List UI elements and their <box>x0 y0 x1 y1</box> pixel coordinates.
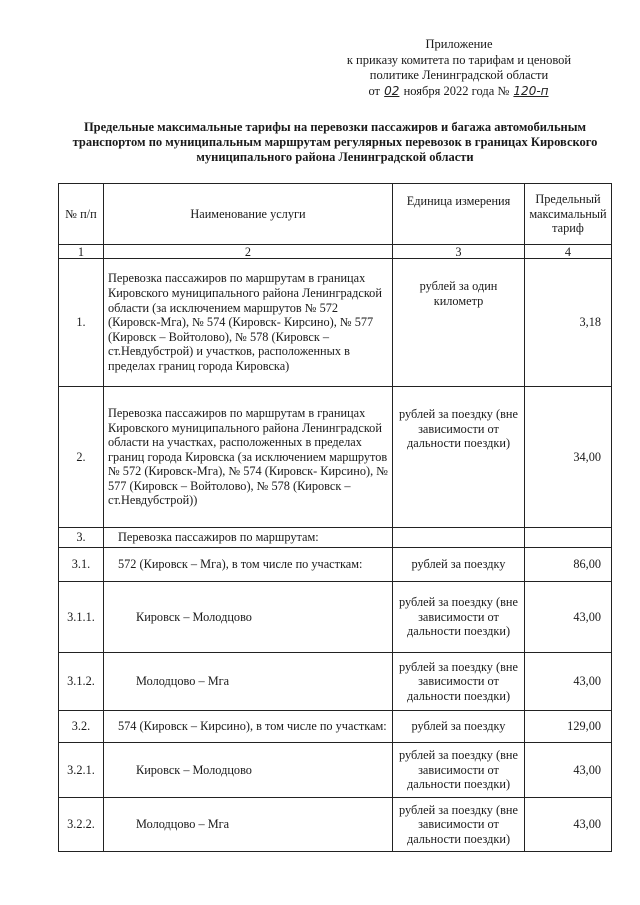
row-num: 3.2. <box>59 711 104 743</box>
row-service-name-text: Молодцово – Мга <box>136 674 230 689</box>
row-unit: рублей за поездку (вне зависимости от дальности поездки) <box>393 582 525 653</box>
row-unit: рублей за один километр <box>393 259 525 387</box>
table-row <box>59 582 612 653</box>
row-tariff-value: 3,18 <box>525 259 612 387</box>
row-unit <box>393 528 525 548</box>
row-num: 1. <box>59 259 104 387</box>
row-service-name <box>104 743 393 798</box>
row-service-name: Перевозка пассажиров по маршрутам в границах Кировского муниципального района Ленинградской области на участках, расположенных в пределах границ города Кировска (за исключением маршрутов № 572 (Кировск-Мга), № 574 (Кировск- Кирсино), № 577 (Кировск – Войтолово), № 578 (Кировск – ст.Невдубстрой)) <box>104 387 393 528</box>
row-unit: рублей за поездку (вне зависимости от дальности поездки) <box>393 387 525 528</box>
row-unit: рублей за поездку <box>393 548 525 582</box>
row-tariff-value: 43,00 <box>525 798 612 852</box>
row-unit: рублей за поездку (вне зависимости от дальности поездки) <box>393 653 525 711</box>
date-suffix: ноября 2022 года № <box>403 83 510 98</box>
row-service-name-text: Перевозка пассажиров по маршрутам: <box>118 530 319 545</box>
row-num: 3.2.1. <box>59 743 104 798</box>
row-num: 3.2.2. <box>59 798 104 852</box>
col-number: 4 <box>525 245 612 259</box>
row-num: 2. <box>59 387 104 528</box>
header-name: Наименование услуги <box>104 184 393 245</box>
appendix-label: Приложение <box>425 37 493 51</box>
header-tariff: Предельный максимальный тариф <box>525 184 612 245</box>
row-num: 3.1. <box>59 548 104 582</box>
table-row <box>59 548 612 582</box>
row-num: 3. <box>59 528 104 548</box>
row-tariff-value: 43,00 <box>525 582 612 653</box>
row-service-name <box>104 528 393 548</box>
table-row <box>59 387 612 528</box>
table-row <box>59 743 612 798</box>
date-prefix: от <box>368 83 381 98</box>
row-tariff-value: 43,00 <box>525 653 612 711</box>
appendix-header <box>330 37 588 99</box>
order-number-handwritten: 120-п <box>513 83 549 98</box>
row-service-name-text: Молодцово – Мга <box>136 817 230 832</box>
table-row <box>59 711 612 743</box>
row-service-name <box>104 711 393 743</box>
appendix-date-line <box>330 84 588 100</box>
header-unit: Единица измерения <box>393 184 525 245</box>
table-header-row <box>59 184 612 245</box>
appendix-order-ref: к приказу комитета по тарифам и ценовой <box>346 52 572 67</box>
col-number: 1 <box>59 245 104 259</box>
date-day-handwritten: 02 <box>384 83 400 98</box>
document-title: Предельные максимальные тарифы на перевозки пассажиров и багажа автомобильным транспортом по муниципальным маршрутам регулярных перевозок в границах Кировского муниципального района Ленинградской области <box>72 120 598 164</box>
row-service-name <box>104 653 393 711</box>
row-unit: рублей за поездку <box>393 711 525 743</box>
row-tariff-value: 86,00 <box>525 548 612 582</box>
col-number: 2 <box>104 245 393 259</box>
col-number: 3 <box>393 245 525 259</box>
appendix-committee: политике Ленинградской области <box>369 68 549 82</box>
row-service-name <box>104 582 393 653</box>
table-row <box>59 528 612 548</box>
row-service-name: Перевозка пассажиров по маршрутам в границах Кировского муниципального района Ленинградской области (за исключением маршрутов № 572 (Кировск-Мга), № 574 (Кировск- Кирсино), № 577 (Кировск – Войтолово), № 578 (Кировск – ст.Невдубстрой) и участков, расположенных в пределах границ города Кировска) <box>104 259 393 387</box>
table-row <box>59 798 612 852</box>
table-row <box>59 259 612 387</box>
row-unit: рублей за поездку (вне зависимости от дальности поездки) <box>393 743 525 798</box>
row-tariff-value: 34,00 <box>525 387 612 528</box>
row-tariff-value: 43,00 <box>525 743 612 798</box>
column-number-row <box>59 245 612 259</box>
row-service-name-text: Кировск – Молодцово <box>136 609 252 624</box>
row-tariff-value <box>525 528 612 548</box>
tariff-table <box>58 183 612 852</box>
header-num: № п/п <box>59 184 104 245</box>
table-row <box>59 653 612 711</box>
row-unit: рублей за поездку (вне зависимости от дальности поездки) <box>393 798 525 852</box>
row-service-name-text: 574 (Кировск – Кирсино), в том числе по участкам: <box>118 719 387 734</box>
row-service-name-text: Кировск – Молодцово <box>136 762 252 777</box>
row-num: 3.1.2. <box>59 653 104 711</box>
row-tariff-value: 129,00 <box>525 711 612 743</box>
row-num: 3.1.1. <box>59 582 104 653</box>
row-service-name-text: 572 (Кировск – Мга), в том числе по участкам: <box>118 557 363 572</box>
row-service-name <box>104 548 393 582</box>
row-service-name <box>104 798 393 852</box>
